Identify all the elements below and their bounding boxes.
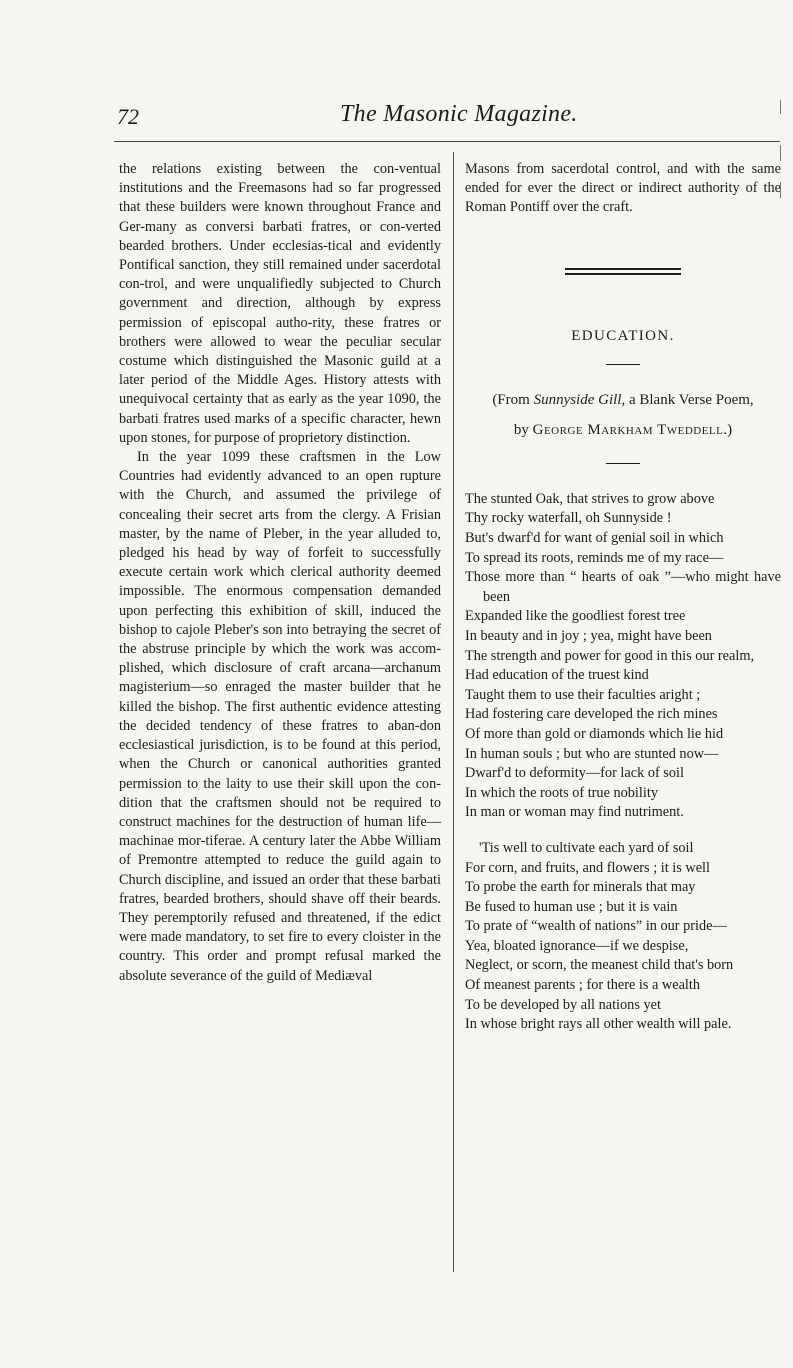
- verse-line: The stunted Oak, that strives to grow above: [465, 490, 715, 507]
- verse-line: 'Tis well to cultivate each yard of soil: [479, 839, 694, 856]
- margin-mark: [780, 100, 781, 114]
- source-mid: , a Blank Verse Poem,: [621, 391, 754, 408]
- stanza-1: [465, 490, 781, 823]
- verse-line: Be fused to human use ; but it is vain: [465, 898, 678, 915]
- short-rule: [606, 463, 640, 464]
- verse-line: But's dwarf'd for want of genial soil in which: [465, 530, 724, 546]
- verse-line: For corn, and fruits, and flowers ; it is well: [465, 859, 710, 876]
- header-rule: [114, 141, 780, 142]
- verse-line: Of meanest parents ; for there is a wealth: [465, 977, 701, 994]
- verse-line: In human souls ; but who are stunted now—: [465, 745, 719, 762]
- poem: [465, 490, 781, 1035]
- stanza-2: [465, 839, 781, 1035]
- left-column: [119, 160, 441, 986]
- section-title: EDUCATION.: [571, 327, 675, 344]
- source-work: Sunnyside Gill: [533, 391, 622, 408]
- verse-line: Neglect, or scorn, the meanest child that's born: [465, 957, 734, 974]
- source-line: [465, 385, 781, 445]
- source-prefix: (From: [492, 391, 534, 408]
- verse-line: Those more than “ hearts of oak ”—who might have been: [465, 569, 781, 605]
- source-suffix: .): [723, 421, 733, 438]
- margin-mark: [780, 145, 781, 161]
- verse-line: Dwarf'd to deformity—for lack of soil: [465, 765, 684, 782]
- paragraph: the relations existing between the con-ventual institutions and the Freemasons had so far progressed that these builders were known throughout France and Ger-many as conversi barbati fratres, or con-verted bearded brothers. Under ecclesias-tical and evidently Pontifical sanction, they still remained under sacerdotal con-trol, and were unqualifiedly subjected to Church government and direction, although by express permission of episcopal autho-rity, these fratres or brothers were allowed to wear the peculiar secular costume which distinguished the Masonic guild at a later period of the Middle Ages. History attests with unequivocal certainty that as early as the year 1090, the barbati fratres used marks of a specific character, hewn upon stones, for purpose of proprietory distinction.: [119, 161, 441, 446]
- source-by: by: [513, 421, 533, 438]
- column-divider: [453, 152, 454, 1272]
- source-author: George Markham Tweddell: [532, 421, 724, 438]
- running-title: The Masonic Magazine.: [340, 101, 578, 127]
- verse-line: In whose bright rays all other wealth will pale.: [465, 1016, 732, 1033]
- stanza-gap: [465, 823, 781, 839]
- continued-paragraph: Masons from sacerdotal control, and with the same ended for ever the direct or indirect authority of the Roman Pontiff over the craft.: [465, 161, 781, 216]
- verse-line: In man or woman may find nutriment.: [465, 804, 684, 821]
- verse-line: In which the roots of true nobility: [465, 784, 658, 801]
- right-column: [465, 160, 781, 1035]
- verse-line: To prate of “wealth of nations” in our pride—: [465, 918, 727, 935]
- verse-line: In beauty and in joy ; yea, might have been: [465, 627, 712, 644]
- verse-line: To probe the earth for minerals that may: [465, 879, 696, 896]
- verse-line: Expanded like the goodliest forest tree: [465, 608, 686, 625]
- verse-line: Had education of the truest kind: [465, 667, 649, 684]
- double-rule: [565, 268, 681, 275]
- verse-line: To be developed by all nations yet: [465, 996, 661, 1013]
- verse-line: The strength and power for good in this our realm,: [465, 647, 755, 664]
- short-rule: [606, 364, 640, 365]
- verse-line: To spread its roots, reminds me of my race—: [465, 549, 724, 566]
- verse-line: Of more than gold or diamonds which lie hid: [465, 725, 724, 742]
- verse-line: Yea, bloated ignorance—if we despise,: [465, 937, 689, 954]
- verse-line: Taught them to use their faculties aright ;: [465, 686, 701, 703]
- paragraph: In the year 1099 these craftsmen in the Low Countries had evidently advanced to an open rupture with the Church, and assumed the privilege of concealing their secret arts from the clergy. A Frisian master, by the name of Pleber, in the year alluded to, pledged his head by way of forfeit to successfully execute certain work which clerical authority deemed impossible. The enormous compensation demanded upon perfecting this exhibition of skill, induced the bishop to cajole Pleber's son into betraying the secret of the abstruse principle by which the work was accom-plished, which disclosure of craft arcana—archanum magisterium—so enraged the master builder that he killed the bishop. The first authentic evidence attesting the decided tendency of these fratres to aban-don ecclesiastical jurisdiction, is to be found at this period, when the Church or canonical authorities granted permission to the laity to use their skill upon the con-dition that the craftsmen should not be required to construct machines for the destruction of human life—machinae mor-tiferae. A century later the Abbe William of Premontre attempted to reduce the guild again to Church discipline, and issued an order that these barbati fratres, bearded brothers, should shave off their beards. They peremptorily refused and threatened, if the edict were made mandatory, to set fire to every cloister in the country. This order and prompt refusal marked the absolute severance of the guild of Mediæval: [119, 449, 441, 984]
- verse-line: Thy rocky waterfall, oh Sunnyside !: [465, 510, 672, 527]
- page-number: 72: [117, 104, 139, 129]
- verse-line: Had fostering care developed the rich mines: [465, 706, 718, 723]
